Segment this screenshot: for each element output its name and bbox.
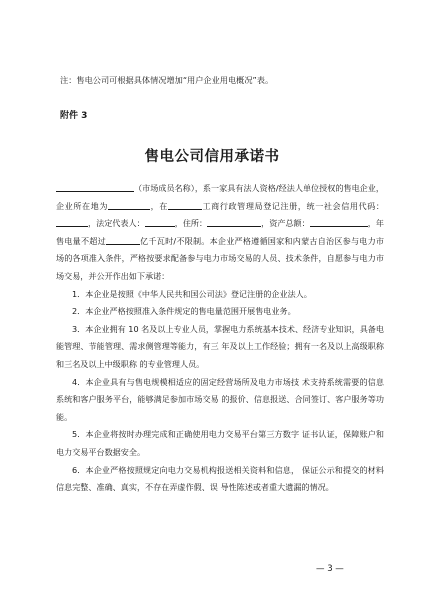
commitment-item-1: 1．本企业是按照《中华人民共和国公司法》登记注册的企业法人。 — [72, 288, 312, 299]
address-blank[interactable] — [207, 216, 261, 227]
page-number: — 3 — — [316, 564, 344, 574]
commitment-item-2: 2．本企业严格按照准入条件规定的售电量范围开展售电业务。 — [72, 306, 296, 317]
table-note: 注：售电公司可根据具体情况增加“用户企业用电概况”表。 — [60, 75, 274, 85]
member-name-blank[interactable] — [56, 181, 134, 192]
credit-code-blank[interactable] — [56, 216, 88, 227]
sales-volume-blank[interactable] — [106, 234, 140, 245]
document-title: 售电公司信用承诺书 — [144, 149, 280, 165]
commitment-item-3: 3．本企业拥有 10 名及以上专业人员，掌握电力系统基本技术、经济专业知识，具备电能管理、节能管理、需求侧管理等能力，有三 年及以上工作经验；拥有一名及以上高级职称和三名及以上中级职称 的专业管理人员。 — [56, 323, 384, 369]
attachment-label: 附件 3 — [60, 111, 88, 121]
location-blank[interactable] — [108, 199, 150, 210]
commitment-item-6: 6．本企业严格按照规定向电力交易机构报送相关资料和信息， 保证公示和提交的材料信息完整、准确、真实，不存在弄虚作假、误 导性陈述或者重大遗漏的情况。 — [56, 464, 384, 493]
registration-place-blank[interactable] — [168, 199, 202, 210]
commitment-item-5: 5．本企业将按时办理完成和正确使用电力交易平台第三方数字 证书认证，保障账户和电力交易平台数据安全。 — [56, 429, 384, 457]
document-body — [56, 180, 384, 497]
commitment-item-4: 4．本企业具有与售电规模相适应的固定经营场所及电力市场技 术支持系统需要的信息系统和客户服务平台，能够满足参加市场交易 的报价、信息报送、合同签订、客户服务等功能。 — [56, 376, 384, 422]
legal-rep-blank[interactable] — [145, 216, 175, 227]
intro-paragraph: （市场成员名称），系一家具有法人资格/经法人单位授权的售电企业，企业所在地为 ，在 工商行政管理局登记注册，统一社会信用代码：，法定代表人： ，住所： ，资产总额： ，年售电量不超过 亿千瓦时/不限制。本企业严格遵循国家和内蒙古自治区参与电力市场的各项准入条件，严格按要求配备参与电力市场交易的人员、技术条件，自愿参与电力市场交易，并公开作出如下承诺： — [56, 183, 384, 281]
total-assets-blank[interactable] — [310, 216, 368, 227]
